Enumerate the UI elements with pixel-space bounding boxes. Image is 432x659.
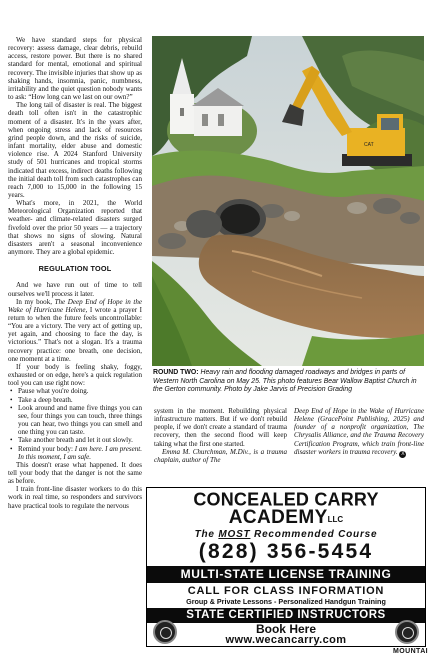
article-right-column: [294, 407, 424, 458]
list-item: • Take another breath and let it out slowly.: [8, 436, 142, 444]
ad-phone-number: (828) 356-5454: [198, 540, 374, 563]
section-subhead: REGULATION TOOL: [38, 264, 112, 274]
article-paragraph: I train front-line disaster workers to do this work in real time, so responders and survivors have practical tools to regulate the nervous: [8, 485, 142, 510]
article-paragraph: This doesn't erase what happened. It does tell your body that the danger is not the same as before.: [8, 460, 142, 486]
caption-text: Heavy rain and flooding damaged roadways and bridges in parts of Western North Carolina on May 25. This photo features Bear Wallow Baptist Church in the Gerton community. Photo by Jake Jarvis of Precision Grading: [153, 369, 417, 394]
author-bio-continued: Deep End of Hope in the Wake of Hurricane Helene (GracePoint Publishing, 2025) and founder of a nonprofit organization, The Chrysalis Alliance, and the Trauma Recovery Certification Program, which train front-line disaster workers in trauma recovery. X: [294, 407, 424, 457]
list-item: • Take a deep breath.: [8, 396, 142, 404]
end-mark-icon: X: [401, 450, 405, 457]
ad-title-line1: CONCEALED CARRY: [193, 488, 379, 510]
flood-photo: [152, 36, 424, 366]
svg-text:CAT: CAT: [364, 142, 374, 148]
article-left-column: [8, 36, 142, 510]
article-paragraph: What's more, in 2021, the World Meteorological Organization reported that weather- and climate-related disasters surged fivefold over the prior 50 years — a trajectory that shows no signs of slowing. Natural disasters aren't a seasonal inconvenience anymore. They are a global epidemic.: [8, 199, 142, 257]
concealed-carry-ad: [146, 487, 426, 647]
list-item: • Look around and name five things you can see, four things you can touch, three things you can hear, two things you can smell and one thing you can taste.: [8, 404, 142, 437]
ad-band-instructors: STATE CERTIFIED INSTRUCTORS: [147, 608, 425, 623]
list-item: • Remind your body: I am here. I am present. In this moment, I am safe.: [8, 445, 142, 461]
ad-group-line: Group & Private Lessons - Personalized Handgun Training: [186, 597, 386, 606]
article-paragraph: If your body is feeling shaky, foggy, exhausted or on edge, here's a quick regulation tool you can use right now:: [8, 362, 142, 388]
ad-llc: LLC: [327, 515, 344, 524]
article-paragraph: We have standard steps for physical recovery: assess damage, clear debris, rebuild access, restore power. But there is no shared standard for mental, emotional and spiritual recovery. The invisible injuries that show up as shaking hands, insomnia, panic, numbness, irritability and the quiet question nobody wants to ask: “How long can we last on our own?”: [8, 36, 142, 102]
list-item: • Pause what you're doing.: [8, 387, 142, 395]
ad-call-line: CALL FOR CLASS INFORMATION: [187, 585, 385, 597]
article-paragraph: In my book, The Deep End of Hope in the Wake of Hurricane Helene, I wrote a prayer I return to when the future feels uncontrollable: “You are a victory. The very act of getting up, yet again, and choosing to face the day, is victorious.” That's not a slogan. It's a trauma recovery practice: one breath, one decision, one moment at a time.: [8, 297, 142, 363]
ad-website-link[interactable]: www.wecancarry.com: [225, 634, 347, 646]
article-paragraph: And we have run out of time to tell ourselves we'll process it later.: [8, 281, 142, 298]
article-mid-column: [154, 407, 287, 464]
article-paragraph: The long tail of disaster is real. The biggest death toll often isn't in the catastrophic moment of a disaster. It's in the years after, when ongoing stress and lack of resources grind people down, and the risks of suicide, infant mortality, elder abuse and domestic violence rise. A 2024 Stanford University study of 501 hurricanes and tropical storms indicated that excess, indirect deaths following the initial death toll from such catastrophes can reach 7,000 to 15,000 in the following 15 years.: [8, 101, 142, 199]
regulation-steps-list: [8, 387, 142, 460]
book-title: The Deep End of Hope in the Wake of Hurricane Helene: [8, 297, 142, 314]
photo-caption: [153, 369, 425, 395]
article-paragraph: system in the moment. Rebuilding physical infrastructure matters. But if we don't rebuild people, if we don't create a standard of trauma recovery, then the second flood will keep taking what the first one started.: [154, 407, 287, 448]
ad-title-line2: ACADEMYLLC: [228, 507, 344, 528]
author-name: Emma M. Churchman, M.Div.: [162, 447, 250, 456]
ad-band-license: MULTI-STATE LICENSE TRAINING: [147, 566, 425, 583]
author-bio: Emma M. Churchman, M.Div., is a trauma chaplain, author of The: [154, 447, 287, 464]
page-footer-label: MOUNTAI: [393, 648, 428, 655]
ad-tagline: The MOST Recommended Course: [194, 529, 378, 540]
caption-lead: ROUND TWO:: [153, 369, 199, 376]
ad-book-here: Book Here: [255, 622, 317, 636]
